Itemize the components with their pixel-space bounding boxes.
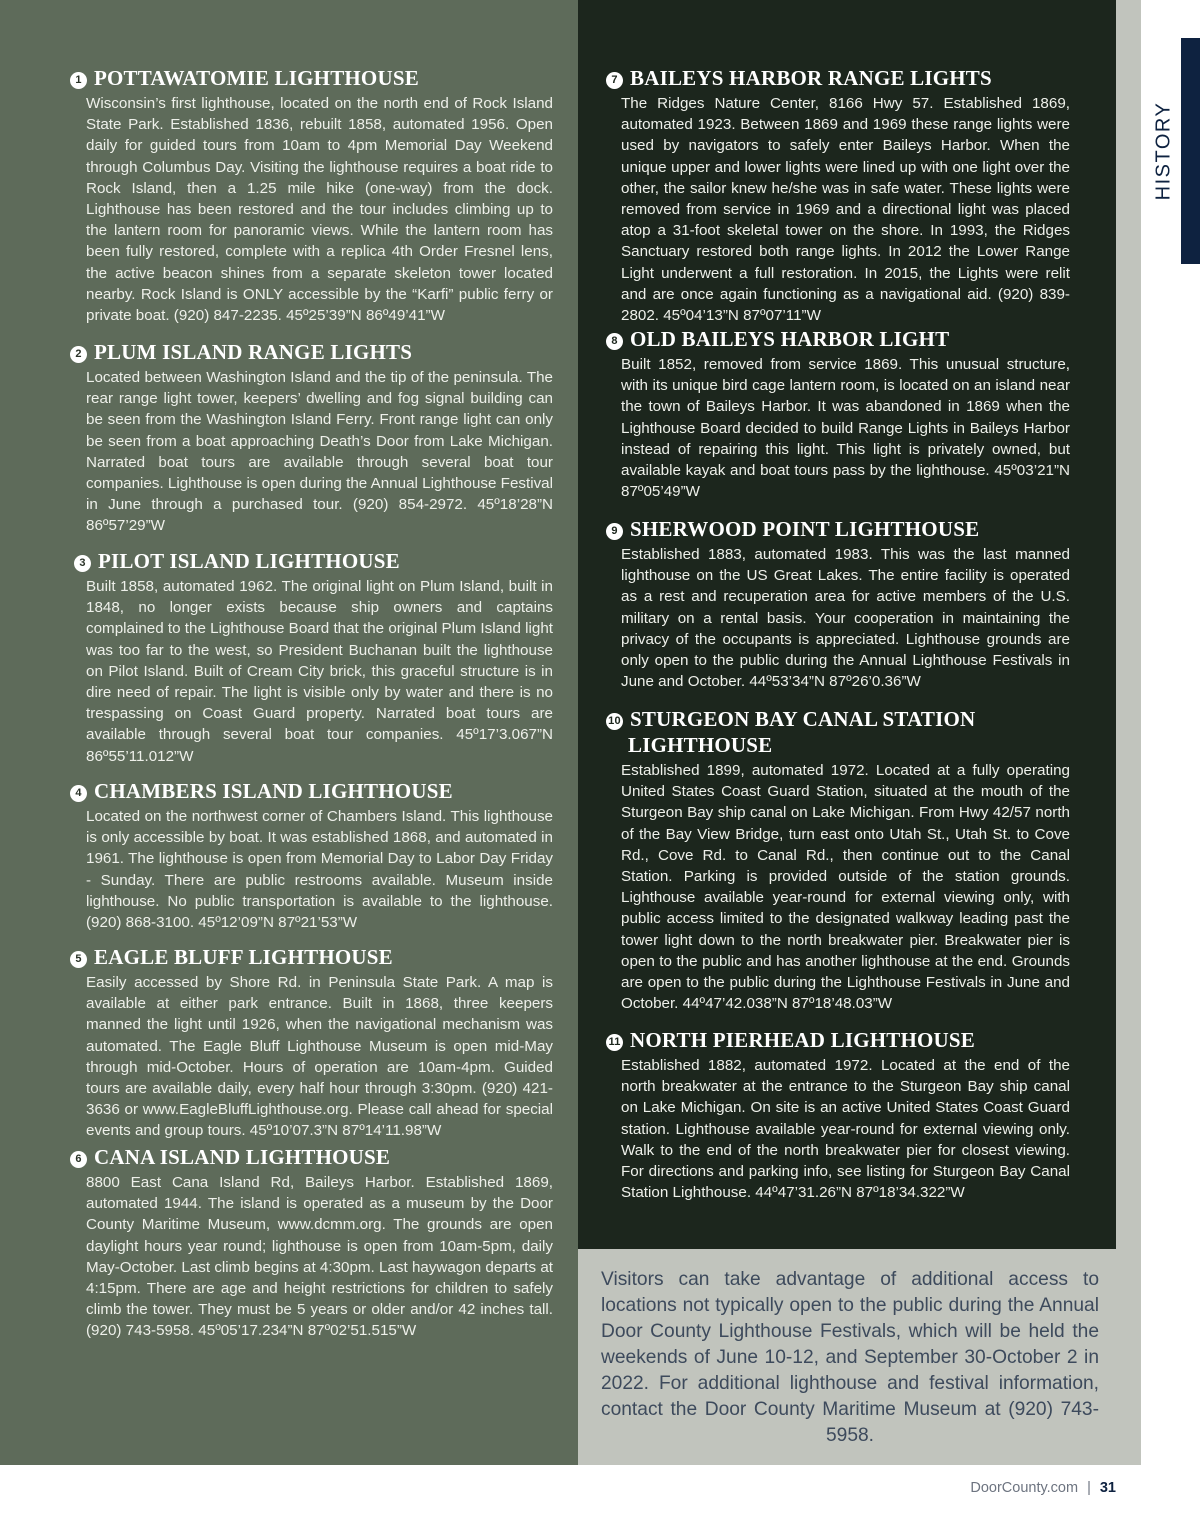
entry-body: 8800 East Cana Island Rd, Baileys Harbor. Established 1869, automated 1944. The island is operated as a museum by the Door County Maritime Museum, www.dcmm.org. The grounds are open daylight hours year round; lighthouse is open from 10am-5pm, daily May-October. Last climb begins at 4:30pm. Last haywagon departs at 4:15pm. There are age and height restrictions for children to safely climb the tower. They must be 5 years or older and/or 42 inches tall. (920) 743-5958. 45º05’17.234”N 87º02’51.515”W xyxy=(86,1174,553,1340)
entry-title xyxy=(606,1027,1070,1053)
entry-title xyxy=(606,65,1070,91)
page-number: 31 xyxy=(1099,1480,1116,1496)
page-footer xyxy=(970,1480,1116,1496)
lighthouse-entry-4 xyxy=(70,778,553,933)
entry-number-badge: 5 xyxy=(70,951,87,968)
entry-title xyxy=(606,516,1070,542)
lighthouse-entry-9 xyxy=(606,516,1070,692)
entry-number-badge: 11 xyxy=(606,1034,623,1051)
entry-number-badge: 6 xyxy=(70,1151,87,1168)
festival-callout: Visitors can take advantage of additional access to locations not typically open to the public during the Annual Door County Lighthouse Festivals, which will be held the weekends of June 10-12, and September 30-October 2 in 2022. For additional lighthouse and festival information, contact the Door County Maritime Museum at (920) 743-5958. xyxy=(601,1269,1099,1446)
lighthouse-entry-11 xyxy=(606,1027,1070,1203)
entry-body: Established 1883, automated 1983. This was the last manned lighthouse on the US Great Lakes. The entire facility is operated as a rest and recuperation area for active members of the U.S. military on a rental basis. Your cooperation in maintaining the privacy of the occupants is appreciated. Lighthouse grounds are only open to the public during the Annual Lighthouse Festivals in June and October. 44º53’34”N 87º26’0.36”W xyxy=(621,546,1070,691)
lighthouse-entry-3 xyxy=(74,548,553,767)
entry-title xyxy=(74,548,553,574)
footer-site-link[interactable]: DoorCounty.com xyxy=(970,1480,1079,1496)
entry-number-badge: 7 xyxy=(606,72,623,89)
entry-body: Established 1882, automated 1972. Located at the end of the north breakwater at the entrance to the Sturgeon Bay ship canal on Lake Michigan. On site is an active United States Coast Guard station. Lighthouse available year-round for external viewing only. Walk to the end of the north breakwater pier for closest viewing. For directions and parking info, see listing for Sturgeon Bay Canal Station Lighthouse. 44º47’31.26”N 87º18’34.322”W xyxy=(621,1057,1070,1202)
entry-number-badge: 9 xyxy=(606,523,623,540)
entry-number-badge: 10 xyxy=(606,713,623,730)
entry-number-badge: 1 xyxy=(70,72,87,89)
entry-title-text: OLD BAILEYS HARBOR LIGHT xyxy=(630,327,950,351)
section-tab-bar xyxy=(1181,38,1200,264)
lighthouse-entry-6 xyxy=(70,1144,553,1342)
entry-body: Easily accessed by Shore Rd. in Peninsula State Park. A map is available at either park entrance. Built in 1868, three keepers manned the light until 1926, when the navigational mechanism was automated. The Eagle Bluff Lighthouse Museum is open mid-May through mid-October. Hours of operation are 10am-4pm. Guided tours are available daily, every half hour through 3:30pm. (920) 421-3636 or www.EagleBluffLighthouse.org. Please call ahead for special events and group tours. 45º10’07.3”N 87º14’11.98”W xyxy=(86,974,553,1140)
lighthouse-entry-1 xyxy=(70,65,553,326)
entry-body: The Ridges Nature Center, 8166 Hwy 57. Established 1869, automated 1923. Between 1869 and 1969 these range lights were used by navigators to safely enter Baileys Harbor. When the unique upper and lower lights were lined up with one light over the other, the sailor knew he/she was in safe water. These lights were removed from service in 1969 and a directional light was placed atop a 31-foot skeletal tower on the shore. In 1993, the Ridges Sanctuary restored both range lights. In 2012 the Lower Range Light underwent a full restoration. In 2015, the Lights were relit and are once again functioning as a navigational aid. (920) 839-2802. 45º04’13”N 87º07’11”W xyxy=(621,95,1070,325)
entry-body: Located on the northwest corner of Chambers Island. This lighthouse is only accessible by boat. It was established 1868, and automated in 1961. The lighthouse is open from Memorial Day to Labor Day Friday - Sunday. There are public restrooms available. Museum inside lighthouse. No public transportation is available to the lighthouse. (920) 868-3100. 45º12’09”N 87º21’53”W xyxy=(86,808,553,932)
entry-title xyxy=(70,339,553,365)
lighthouse-entry-10 xyxy=(606,706,1070,1014)
lighthouse-entry-5 xyxy=(70,944,553,1142)
entry-title-text: POTTAWATOMIE LIGHTHOUSE xyxy=(94,66,419,90)
section-tab-label: HISTORY xyxy=(1152,101,1175,201)
entry-title xyxy=(70,778,553,804)
entry-body: Located between Washington Island and the tip of the peninsula. The rear range light tower, keepers’ dwelling and fog signal building can be seen from the Washington Island Ferry. Front range light can only be seen from a boat approaching Death’s Door from Lake Michigan. Narrated boat tours are available through several boat tour companies. Lighthouse is open during the Annual Lighthouse Festival in June through a purchased tour. (920) 854-2972. 45º18’28”N 86º57’29”W xyxy=(86,369,553,535)
lighthouse-entry-2 xyxy=(70,339,553,537)
entry-number-badge: 8 xyxy=(606,333,623,350)
entry-number-badge: 4 xyxy=(70,785,87,802)
side-strip xyxy=(1116,0,1141,1249)
entry-body: Built 1852, removed from service 1869. This unusual structure, with its unique bird cage lantern room, is located on an island near the town of Baileys Harbor. It was abandoned in 1869 when the Lighthouse Board decided to build Range Lights in Baileys Harbor instead of repairing this light. This light is privately owned, but available kayak and boat tours pass by the lighthouse. 45º03’21”N 87º05’49”W xyxy=(621,356,1070,501)
entry-title xyxy=(70,944,553,970)
entry-title xyxy=(70,1144,553,1170)
entry-title xyxy=(606,706,1070,758)
entry-title xyxy=(606,326,1070,352)
entry-body: Wisconsin’s first lighthouse, located on the north end of Rock Island State Park. Established 1836, rebuilt 1858, automated 1956. Open daily for guided tours from 10am to 4pm Memorial Day Weekend through Columbus Day. Visiting the lighthouse requires a boat ride to Rock Island, then a 1.25 mile hike (one-way) from the dock. Lighthouse has been restored and the tour includes climbing up to the lantern room for panoramic views. While the lantern room has been fully restored, complete with a replica 4th Order Fresnel lens, the active beacon shines from a separate skeleton tower located nearby. Rock Island is ONLY accessible by the “Karfi” public ferry or private boat. (920) 847-2235. 45º25’39”N 86º49’41”W xyxy=(86,95,553,325)
entry-title-text: CHAMBERS ISLAND LIGHTHOUSE xyxy=(94,779,453,803)
entry-body: Established 1899, automated 1972. Located at a fully operating United States Coast Guard Station, situated at the mouth of the Sturgeon Bay ship canal on Lake Michigan. From Hwy 42/57 north of the Bay View Bridge, turn east onto Utah St., Utah St. to Cove Rd., Cove Rd. to Canal Rd., then continue out to the Canal Station. Parking is provided outside of the station grounds. Lighthouse available year-round for external viewing only, with public access limited to the designated walkway leading past the tower light down to the north breakwater pier. Breakwater pier is open to the public and has another lighthouse at the end. Grounds are open to the public during the Lighthouse Festivals in June and October. 44º47’42.038”N 87º18’48.03”W xyxy=(621,762,1070,1013)
entry-number-badge: 3 xyxy=(74,555,91,572)
lighthouse-entry-7 xyxy=(606,65,1070,326)
footer-separator: | xyxy=(1087,1480,1091,1496)
lighthouse-entry-8 xyxy=(606,326,1070,502)
entry-body: Built 1858, automated 1962. The original light on Plum Island, built in 1848, no longer exists because ship owners and captains complained to the Lighthouse Board that the original Plum Island light was too far to the west, so President Buchanan built the lighthouse on Pilot Island. Built of Cream City brick, this graceful structure is in dire need of repair. The light is visible only by water and there is no trespassing on Coast Guard property. Narrated boat tours are available through several boat tour companies. 45º17’3.067”N 86º55’11.012”W xyxy=(86,578,553,765)
entry-title-text: PILOT ISLAND LIGHTHOUSE xyxy=(98,549,400,573)
entry-title-text: CANA ISLAND LIGHTHOUSE xyxy=(94,1145,391,1169)
entry-title-text: PLUM ISLAND RANGE LIGHTS xyxy=(94,340,413,364)
entry-title-text: BAILEYS HARBOR RANGE LIGHTS xyxy=(630,66,992,90)
entry-title-text: NORTH PIERHEAD LIGHTHOUSE xyxy=(630,1028,975,1052)
entry-number-badge: 2 xyxy=(70,346,87,363)
entry-title-text: STURGEON BAY CANAL STATION xyxy=(630,707,976,731)
entry-title-text: SHERWOOD POINT LIGHTHOUSE xyxy=(630,517,980,541)
entry-title xyxy=(70,65,553,91)
entry-title-text: EAGLE BLUFF LIGHTHOUSE xyxy=(94,945,393,969)
entry-title-line2: LIGHTHOUSE xyxy=(628,733,773,757)
